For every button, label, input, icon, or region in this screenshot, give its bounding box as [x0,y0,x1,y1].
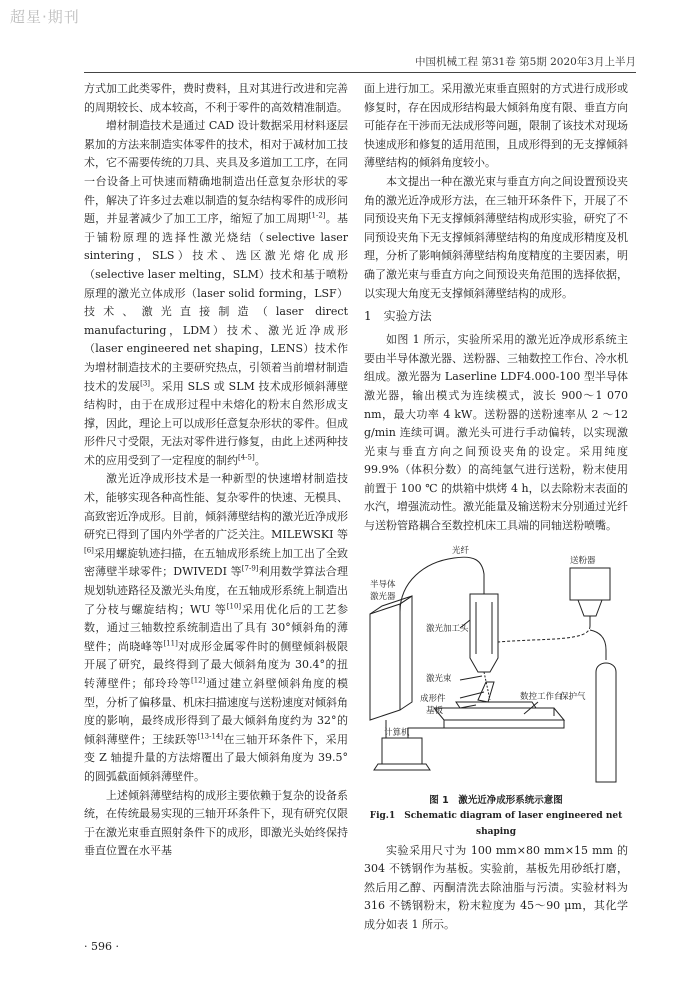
citation: [1-2] [308,211,326,220]
citation: [7-9] [241,564,259,573]
header-rule [84,72,636,73]
left-column [84,80,348,861]
text-run: 通过建立斜壁倾斜角度的模型，分析了偏移量、机床扫描速度与送粉速度对倾斜角度的影响，最终成形得到了最大倾斜角度约为 32°的倾斜薄壁件；王续跃等 [84,677,349,746]
citation: [12] [190,676,206,685]
paragraph-limitations: 上述倾斜薄壁结构的成形主要依赖于复杂的设备系统，在传统最易实现的三轴开环条件下，现有研究仅限于在激光束垂直照射条件下的成形，即激光头始终保持垂直位置在水平基 [84,788,348,858]
text-run: 采用螺旋轨迹扫描，在五轴成形系统上加工出了全致密薄壁半球零件；DWIVEDI 等 [84,546,348,579]
watermark: 超星·期刊 [10,8,80,26]
right-column [364,80,628,935]
text-run: 。基于铺粉原理的选择性激光烧结（selective laser sintering，SLS）技术、选区激光熔化成形（selective laser melting，SLM）技术和基于喷粉原理的激光立体成形（laser solid forming，LSF）技术、激光直接制造（laser direct manufacturing，LDM）技术、激光近净成形（laser engineered net shaping，LENS）技术作为增材制造技术的主要研究热点，引领着当前增材制造技术的发展 [84,212,349,393]
journal-header: 中国机械工程 第31卷 第5期 2020年3月上半月 [415,56,636,68]
label-laser-line2: 激光器 [370,591,396,602]
citation: [3] [140,378,151,387]
fiber-line [400,557,484,612]
table-top [434,708,564,720]
citation: [13-14] [197,732,224,741]
text-run: 对成形金属零件时的侧壁倾斜极限开展了研究，最终得到了最大倾斜角度为 30.4°的扭转薄壁件；郁玲玲等 [84,639,349,690]
laser-side [400,596,412,710]
laser-head-body [470,594,498,672]
paragraph-additive-manufacturing [84,117,348,470]
paragraph-materials: 实验采用尺寸为 100 mm×80 mm×15 mm 的 304 不锈钢作为基板。实验前，基板先用砂纸打磨，然后用乙醇、丙酮清洗去除油脂与污渍。实验材料为 316 不锈钢粉末，粉末粒度为 45～90 μm，其化学成分如表 1 所示。 [364,843,628,932]
label-fiber: 光纤 [452,545,470,556]
text-run: 利用数学算法合理规划轨迹路径及激光头角度，在五轴成形系统上制造出了分枝与螺旋结构；WU 等 [84,565,349,616]
schematic-drawing [364,542,628,792]
text-run: 采用优化后的工艺参数，通过三轴数控系统制造出了具有 30°倾斜角的薄壁件；尚晓峰等 [84,602,349,653]
label-laser-head: 激光加工头 [426,623,469,634]
gas-cylinder [596,663,616,782]
figure-caption-en: Fig.1 Schematic diagram of laser engineered net shaping [369,810,623,837]
citation: [6] [84,546,94,555]
text-run: 激光近净成形技术是一种新型的快速增材制造技术，能够实现各种高性能、复杂零件的快速、无模具、高致密近净成形。目前，倾斜薄壁结构的激光近净成形研究已得到了国内外学者的广泛关注。MILEWSKI 等 [84,472,348,542]
citation: [4-5] [238,453,255,462]
label-computer: 计算机 [384,727,410,738]
label-substrate: 基板 [426,705,444,716]
figure-caption-cn: 图 1 激光近净成形系统示意图 [429,794,563,806]
label-laser-beam: 激光束 [426,673,452,684]
page-number: · 596 · [84,940,119,953]
text-run: 。 [254,453,266,467]
paragraph-proposed-method: 本文提出一种在激光束与垂直方向之间设置预设夹角的激光近净成形方法，在三轴开环条件下，开展了不同预设夹角下无支撑倾斜薄壁结构成形实验，研究了不同预设夹角下无支撑倾斜薄壁结构的角度成形精度及机理，分析了影响倾斜薄壁结构角度精度的主要因素，明确了激光束与垂直方向之间预设夹角范围的选择依据，以实现大角度无支撑倾斜薄壁结构的成形。 [364,174,628,300]
label-laser-line1: 半导体 [370,579,396,590]
label-cnc-table: 数控工作台 [520,691,563,702]
section-title: 1 实验方法 [364,309,432,324]
label-shield-gas: 保护气 [560,691,586,702]
paragraph-experimental-system: 如图 1 所示，实验所采用的激光近净成形系统主要由半导体激光器、送粉器、三轴数控工作台、冷水机组成。激光器为 Laserline LDF4.000-100 型半导体激光器，输出模式为连续模式，波长 900～1 070 nm，最大功率 4 kW。送粉器的送粉速率从 2 ～12 g/min 连续可调。激光头可进行手动偏转，以实现激光束与垂直方向之间预设夹角的设定。采用纯度 99.9%（体积分数）的高纯氩气进行送粉，粉末使用前置于 100 ℃ 的烘箱中烘烤 4 h，以去除粉末表面的水汽，增强流动性。激光能量及输送粉末分别通过光纤与送粉管路耦合至数控机床工具端的同轴送粉喷嘴。 [364,333,628,533]
laser-front [370,604,400,720]
text-run: 增材制造技术是通过 CAD 设计数据采用材料逐层累加的方法来制造实体零件的技术，相对于减材加工技术，它不需要传统的刀具、夹具及多道加工工序，在同一台设备上可快速而精确地制造出任意复杂形状的零件，解决了许多过去难以制造的复杂结构零件的成形问题，并显著减少了加工工序，缩短了加工周期 [84,119,348,226]
citation: [10] [226,601,242,610]
label-powder-feeder: 送粉器 [570,555,596,566]
figure-1-diagram [364,542,628,792]
paragraph-continuation: 面上进行加工。采用激光束垂直照射的方式进行成形或修复时，存在因成形结构最大倾斜角度有限、垂直方向可能存在干涉而无法成形等问题，限制了该技术对现场快速成形和修复的适用范围，且成形得到的无支撑倾斜薄壁结构的倾斜角度较小。 [364,82,628,170]
paragraph-lens-research [84,470,348,786]
label-formed-part: 成形件 [420,693,446,704]
paragraph-intro-end: 方式加工此类零件，费时费料，且对其进行改进和完善的周期较长、成本较高，不利于零件的高效精准制造。 [84,82,348,114]
text-run: 。采用 SLS 或 SLM 技术成形倾斜薄壁结构时，由于在成形过程中未熔化的粉末自然形成支撑，因此，理论上可以成形任意复杂形状的零件。但成形件尺寸受限，无法对零件进行修复，由此上述两种技术的应用受到了一定程度的制约 [84,379,349,467]
citation: [11] [163,639,178,648]
text-run: 在三轴开环条件下，采用变 Z 轴提升量的方法熔覆出了最大倾斜角度为 39.5°的圆弧截面倾斜薄壁件。 [84,732,349,783]
